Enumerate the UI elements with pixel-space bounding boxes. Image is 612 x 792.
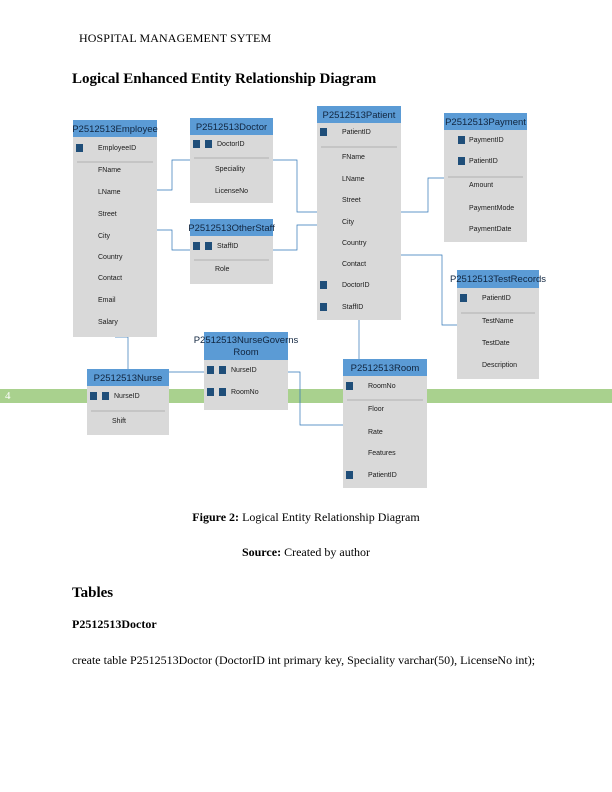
foreign-key-icon xyxy=(320,303,327,311)
entity-attribute: PatientID xyxy=(342,129,371,136)
relationship-line xyxy=(157,230,190,250)
entity-attribute: StaffID xyxy=(342,304,364,311)
entity-attribute: Salary xyxy=(98,319,118,326)
relationship-line xyxy=(157,160,190,190)
primary-key-icon xyxy=(207,366,214,374)
entity-testrecords xyxy=(450,270,546,379)
foreign-key-icon xyxy=(219,388,226,396)
entity-attribute: FName xyxy=(98,167,121,174)
foreign-key-icon xyxy=(205,242,212,250)
entity-attribute: Shift xyxy=(112,418,127,425)
doctor-table-heading: P2512513Doctor xyxy=(72,617,157,631)
primary-key-icon xyxy=(193,140,200,148)
entity-patient xyxy=(317,106,401,320)
entity-attribute: DoctorID xyxy=(217,141,245,148)
foreign-key-icon xyxy=(458,157,465,165)
entity-attribute: Floor xyxy=(368,406,384,413)
foreign-key-icon xyxy=(460,294,467,302)
entity-nursegovernsroom xyxy=(194,332,299,410)
foreign-key-icon xyxy=(205,140,212,148)
entity-attribute: PaymentDate xyxy=(469,226,512,233)
entity-attribute: LName xyxy=(98,189,121,196)
relationship-line xyxy=(273,160,317,212)
entity-title: P2512513Room xyxy=(350,363,420,374)
foreign-key-icon xyxy=(320,281,327,289)
entity-attribute: NurseID xyxy=(114,393,140,400)
entity-attribute: Description xyxy=(482,362,518,369)
entity-attribute: Rate xyxy=(368,429,383,436)
entity-attribute: EmployeeID xyxy=(98,145,137,152)
entity-title: P2512513NurseGoverns Room xyxy=(193,335,299,358)
entity-body xyxy=(73,120,157,337)
tables-heading: Tables xyxy=(72,585,114,601)
entity-attribute: RoomNo xyxy=(231,389,259,396)
relationship-line xyxy=(401,178,444,212)
entity-title: P2512513OtherStaff xyxy=(188,223,275,234)
entity-otherstaff xyxy=(188,219,275,284)
relationship-line xyxy=(115,337,128,369)
entity-attribute: TestName xyxy=(482,318,514,325)
primary-key-icon xyxy=(90,392,97,400)
entity-attribute: Speciality xyxy=(215,166,245,173)
entity-attribute: Contact xyxy=(342,261,367,268)
entity-payment xyxy=(444,113,527,242)
entity-attribute: Email xyxy=(98,297,116,304)
figure-caption-text: Logical Entity Relationship Diagram xyxy=(242,510,420,524)
entity-attribute: PatientID xyxy=(469,158,498,165)
entity-attribute: PatientID xyxy=(482,295,511,302)
entity-attribute: City xyxy=(98,233,111,240)
entity-attribute: DoctorID xyxy=(342,282,370,289)
primary-key-icon xyxy=(207,388,214,396)
entity-attribute: NurseID xyxy=(231,367,257,374)
entity-title: P2512513Patient xyxy=(322,110,396,121)
source-caption xyxy=(0,545,612,560)
page-number: 4 xyxy=(5,390,11,402)
entity-body xyxy=(444,113,527,242)
primary-key-icon xyxy=(458,136,465,144)
entity-attribute: FName xyxy=(342,154,365,161)
entity-title: P2512513TestRecords xyxy=(449,274,547,285)
entity-attribute: Country xyxy=(342,240,367,247)
entity-attribute: City xyxy=(342,219,355,226)
entity-attribute: Amount xyxy=(469,182,494,189)
entity-body xyxy=(343,359,427,488)
running-header: HOSPITAL MANAGEMENT SYTEM xyxy=(79,31,272,45)
entity-title: P2512513Employee xyxy=(72,124,158,135)
entity-attribute: Role xyxy=(215,266,230,273)
relationship-line xyxy=(273,225,317,250)
foreign-key-icon xyxy=(219,366,226,374)
entity-attribute: PatientID xyxy=(368,472,397,479)
primary-key-icon xyxy=(346,382,353,390)
foreign-key-icon xyxy=(346,471,353,479)
entity-attribute: Street xyxy=(98,211,117,218)
source-caption-text: Created by author xyxy=(284,545,371,559)
foreign-key-icon xyxy=(102,392,109,400)
entity-attribute: LicenseNo xyxy=(215,188,249,195)
relationship-line xyxy=(401,255,457,325)
source-caption-label: Source: xyxy=(241,545,282,559)
primary-key-icon xyxy=(320,128,327,136)
entity-attribute: Features xyxy=(368,450,396,457)
entity-attribute: Street xyxy=(342,197,361,204)
entity-attribute: StaffID xyxy=(217,243,239,250)
figure-caption xyxy=(0,510,612,525)
primary-key-icon xyxy=(193,242,200,250)
entity-title: P2512513Doctor xyxy=(195,122,268,133)
entity-title: P2512513Payment xyxy=(445,117,526,128)
entity-attribute: Contact xyxy=(98,275,123,282)
entity-attribute: PaymentID xyxy=(469,137,504,144)
figure-caption-label: Figure 2: xyxy=(192,510,240,524)
entity-attribute: LName xyxy=(342,176,365,183)
entity-doctor xyxy=(190,118,273,203)
primary-key-icon xyxy=(76,144,83,152)
entity-attribute: RoomNo xyxy=(368,383,396,390)
section-title: Logical Enhanced Entity Relationship Diagram xyxy=(72,71,377,87)
entity-title: P2512513Nurse xyxy=(93,373,163,384)
entity-attribute: Country xyxy=(98,254,123,261)
entity-employee xyxy=(72,120,158,337)
entity-nurse xyxy=(87,369,169,435)
entity-room xyxy=(343,359,427,488)
doctor-create-statement: create table P2512513Doctor (DoctorID int primary key, Speciality varchar(50), LicenseNo int); xyxy=(72,653,536,667)
entity-attribute: PaymentMode xyxy=(469,205,515,212)
entity-attribute: TestDate xyxy=(482,340,510,347)
relationship-line xyxy=(288,372,343,425)
